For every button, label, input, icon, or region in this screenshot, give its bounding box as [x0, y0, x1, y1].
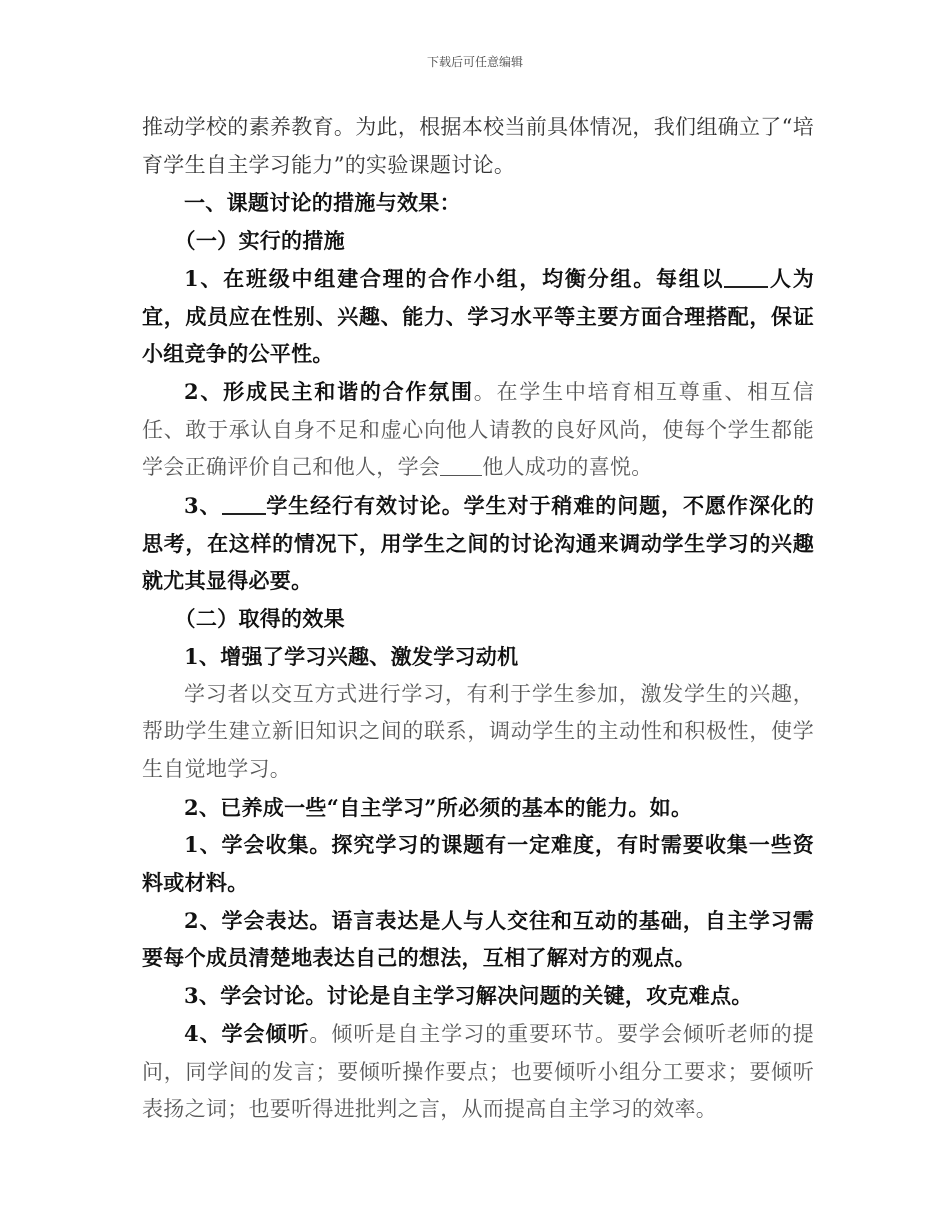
measure-3	[142, 487, 814, 600]
page-header: 下载后可任意编辑	[426, 55, 523, 69]
measure-2-part-a: 。在学生中培育相互尊重、相互信任、敢于承认自身不足和虚心向他人请教的良好风尚，使每个学生都能学会正确评价自己和他人，学会	[142, 379, 814, 480]
effect-2-title: 2、已养成一些“自主学习”所必须的基本的能力。如。	[184, 794, 693, 820]
skill-collect: 1、学会收集。探究学习的课题有一定难度，有时需要收集一些资料或材料。	[142, 832, 814, 896]
skill-listen-title: 4、学会倾听	[184, 1020, 310, 1046]
fill-blank	[724, 265, 768, 288]
measure-1-part-b: 人为宜，成员应在性别、兴趣、能力、学习水平等主要方面合理搭配，保证小组竞争的公平性。	[142, 265, 814, 367]
paragraph-intro: 推动学校的素养教育。为此，根据本校当前具体情况，我们组确立了“培育学生自主学习能力”的实验课题讨论。	[142, 115, 814, 177]
skill-discuss: 3、学会讨论。讨论是自主学习解决问题的关键，攻克难点。	[184, 983, 753, 1009]
document-body	[142, 109, 814, 1129]
effect-1-title: 1、增强了学习兴趣、激发学习动机	[184, 643, 519, 669]
fill-blank	[440, 454, 482, 476]
measure-3-part-b: 学生经行有效讨论。学生对于稍难的问题，不愿作深化的思考，在这样的情况下，用学生之间的讨论沟通来调动学生学习的兴趣就尤其显得必要。	[142, 493, 815, 594]
effect-1-body: 学习者以交互方式进行学习，有利于学生参加，激发学生的兴趣，帮助学生建立新旧知识之间的联系，调动学生的主动性和积极性，使学生自觉地学习。	[142, 681, 814, 781]
fill-blank	[222, 492, 266, 515]
measure-3-part-a: 3、	[184, 493, 222, 519]
subsection-heading-measures: （一）实行的措施	[174, 228, 345, 254]
measure-2	[142, 373, 814, 487]
skill-listen	[142, 1015, 814, 1129]
section-heading-1: 一、课题讨论的措施与效果：	[184, 190, 461, 216]
measure-1-part-a: 1、在班级中组建合理的合作小组，均衡分组。每组以	[184, 265, 725, 291]
measure-2-part-b: 他人成功的喜悦。	[482, 455, 653, 480]
subsection-heading-effects: （二）取得的效果	[174, 606, 345, 632]
measure-2-title: 2、形成民主和谐的合作氛围	[184, 378, 474, 404]
skill-listen-body: 。倾听是自主学习的重要环节。要学会倾听老师的提问，同学间的发言；要倾听操作要点；也要倾听小组分工要求；要倾听表扬之词；也要听得进批判之言，从而提高自主学习的效率。	[142, 1021, 814, 1122]
skill-express: 2、学会表达。语言表达是人与人交往和互动的基础，自主学习需要每个成员清楚地表达自己的想法，互相了解对方的观点。	[142, 907, 814, 971]
measure-1	[142, 260, 814, 373]
